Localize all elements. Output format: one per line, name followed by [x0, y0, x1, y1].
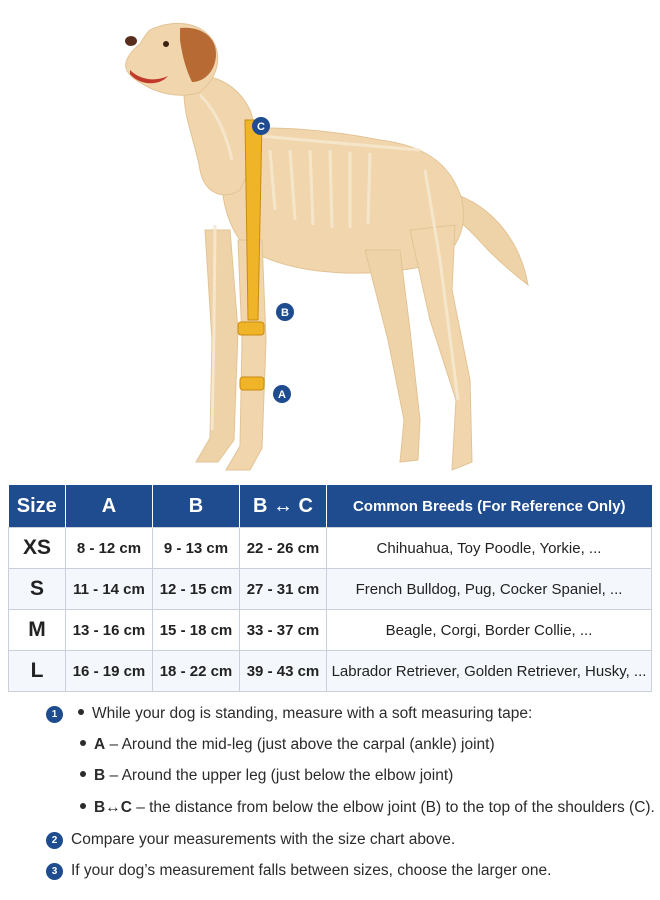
size-chart-table — [8, 485, 652, 692]
label-a-text: A — [278, 389, 286, 401]
size-cell: XS — [9, 528, 66, 569]
breeds-cell: Chihuahua, Toy Poodle, Yorkie, ... — [327, 528, 652, 569]
item-b — [80, 767, 453, 785]
step-1-text — [78, 705, 532, 723]
b-cell: 18 - 22 cm — [153, 651, 240, 692]
a-cell: 11 - 14 cm — [66, 569, 153, 610]
a-cell: 16 - 19 cm — [66, 651, 153, 692]
table-row — [9, 651, 652, 692]
item-a-text: – Around the mid-leg (just above the carpal (ankle) joint) — [105, 736, 495, 753]
table-row — [9, 610, 652, 651]
step-1-label: While your dog is standing, measure with a soft measuring tape: — [92, 705, 533, 722]
bullet-icon — [80, 771, 86, 777]
item-b-key: B — [94, 767, 106, 784]
b-cell: 12 - 15 cm — [153, 569, 240, 610]
item-bc — [80, 799, 655, 817]
label-a-badge — [273, 385, 291, 403]
size-cell: L — [9, 651, 66, 692]
item-b-text: – Around the upper leg (just below the elbow joint) — [105, 767, 454, 784]
header-a: A — [66, 485, 153, 528]
table-header-row — [9, 485, 652, 528]
label-b-badge — [276, 303, 294, 321]
a-cell: 13 - 16 cm — [66, 610, 153, 651]
size-cell: M — [9, 610, 66, 651]
header-b-to-c: B ↔ C — [240, 485, 327, 528]
table-row — [9, 569, 652, 610]
breeds-cell: Labrador Retriever, Golden Retriever, Husky, ... — [327, 651, 652, 692]
label-c-badge — [252, 117, 270, 135]
step-3-badge: 3 — [46, 863, 63, 880]
bullet-icon — [78, 709, 84, 715]
label-b-text: B — [281, 307, 289, 319]
size-cell: S — [9, 569, 66, 610]
bullet-icon — [80, 803, 86, 809]
bc-cell: 27 - 31 cm — [240, 569, 327, 610]
a-cell: 8 - 12 cm — [66, 528, 153, 569]
dog-body — [125, 23, 528, 470]
step-3-text: If your dog’s measurement falls between sizes, choose the larger one. — [71, 862, 552, 879]
b-cell: 15 - 18 cm — [153, 610, 240, 651]
header-common-breeds: Common Breeds (For Reference Only) — [327, 485, 652, 528]
bullet-icon — [80, 740, 86, 746]
bc-cell: 22 - 26 cm — [240, 528, 327, 569]
breeds-cell: French Bulldog, Pug, Cocker Spaniel, ... — [327, 569, 652, 610]
header-b: B — [153, 485, 240, 528]
label-c-text: C — [257, 121, 265, 133]
step-2-badge: 2 — [46, 832, 63, 849]
item-a — [80, 736, 495, 754]
header-size: Size — [9, 485, 66, 528]
step-2-text: Compare your measurements with the size chart above. — [71, 831, 456, 848]
table-row — [9, 528, 652, 569]
bc-cell: 39 - 43 cm — [240, 651, 327, 692]
item-bc-text: – the distance from below the elbow joint (B) to the top of the shoulders (C). — [131, 799, 655, 816]
item-a-key: A — [94, 736, 106, 753]
item-bc-key: B↔C — [94, 799, 132, 816]
step-1-badge: 1 — [46, 706, 63, 723]
breeds-cell: Beagle, Corgi, Border Collie, ... — [327, 610, 652, 651]
b-cell: 9 - 13 cm — [153, 528, 240, 569]
bc-cell: 33 - 37 cm — [240, 610, 327, 651]
